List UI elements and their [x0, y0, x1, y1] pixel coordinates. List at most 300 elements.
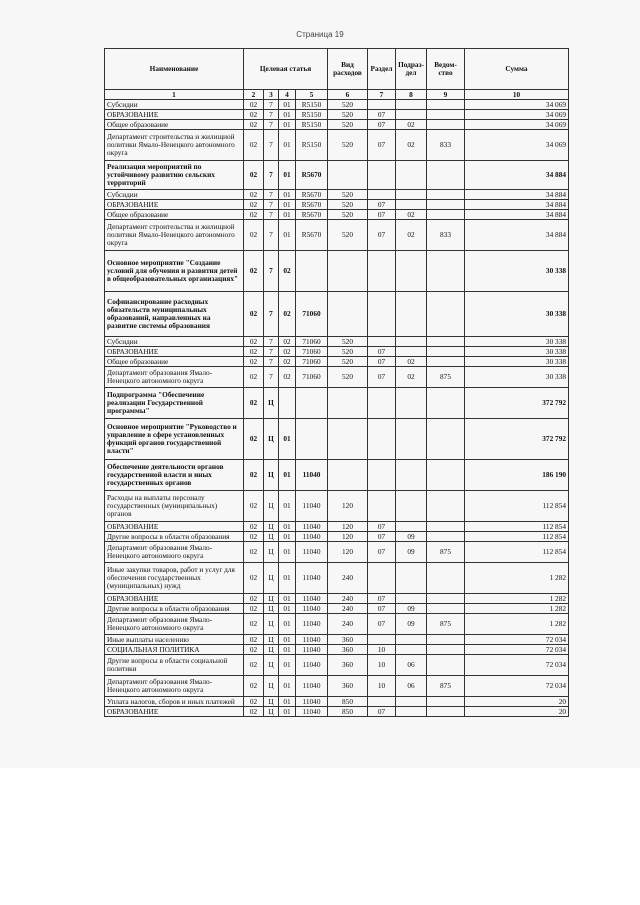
target-subprogram-code: Ц — [264, 594, 279, 604]
row-name: Реализация мероприятий по устойчивому развитию сельских территорий — [105, 161, 244, 190]
subsection-code — [396, 100, 427, 110]
row-name: Расходы на выплаты персоналу государственных (муниципальных) органов — [105, 491, 244, 522]
row-name: ОБРАЗОВАНИЕ — [105, 200, 244, 210]
target-program-code: 02 — [244, 161, 264, 190]
target-subprogram-code: Ц — [264, 532, 279, 542]
target-activity-code: 01 — [279, 635, 296, 645]
subsection-code: 02 — [396, 120, 427, 130]
expense-type-code: 240 — [328, 594, 368, 604]
target-direction-code: R5670 — [296, 161, 328, 190]
section-code: 07 — [368, 110, 396, 120]
target-subprogram-code: Ц — [264, 563, 279, 594]
department-code — [427, 120, 465, 130]
expense-type-code — [328, 161, 368, 190]
department-code — [427, 522, 465, 532]
row-name: Общее образование — [105, 357, 244, 367]
target-program-code: 02 — [244, 388, 264, 419]
sum-value: 30 338 — [465, 367, 569, 388]
table-row — [105, 522, 569, 532]
section-code: 07 — [368, 200, 396, 210]
row-name: Основное мероприятие "Создание условий для обучения и развития детей в общеобразовательных организациях" — [105, 251, 244, 292]
sum-value: 72 034 — [465, 645, 569, 655]
sum-value: 34 884 — [465, 200, 569, 210]
column-number: 10 — [465, 90, 569, 100]
target-activity-code: 02 — [279, 357, 296, 367]
column-number: 3 — [264, 90, 279, 100]
row-name: Департамент строительства и жилищной политики Ямало-Ненецкого автономного округа — [105, 220, 244, 251]
expense-type-code: 520 — [328, 100, 368, 110]
target-subprogram-code: Ц — [264, 655, 279, 676]
row-name: Департамент образования Ямало-Ненецкого автономного округа — [105, 676, 244, 697]
subsection-code — [396, 161, 427, 190]
row-name: Обеспечение деятельности органов государственной власти и иных государственных органов — [105, 460, 244, 491]
target-direction-code: 11040 — [296, 460, 328, 491]
target-activity-code: 01 — [279, 655, 296, 676]
subsection-code — [396, 110, 427, 120]
row-name: Департамент образования Ямало-Ненецкого автономного округа — [105, 542, 244, 563]
target-program-code: 02 — [244, 419, 264, 460]
table-row — [105, 161, 569, 190]
target-program-code: 02 — [244, 614, 264, 635]
subsection-code: 09 — [396, 604, 427, 614]
target-direction-code: 11040 — [296, 604, 328, 614]
table-row — [105, 542, 569, 563]
column-number-row — [105, 90, 569, 100]
section-code: 07 — [368, 532, 396, 542]
department-code — [427, 645, 465, 655]
sum-value: 30 338 — [465, 251, 569, 292]
target-activity-code: 01 — [279, 190, 296, 200]
subsection-code — [396, 337, 427, 347]
table-row — [105, 292, 569, 337]
target-program-code: 02 — [244, 210, 264, 220]
row-name: ОБРАЗОВАНИЕ — [105, 707, 244, 717]
expense-type-code: 520 — [328, 210, 368, 220]
row-name: ОБРАЗОВАНИЕ — [105, 110, 244, 120]
expense-type-code: 360 — [328, 655, 368, 676]
section-code — [368, 697, 396, 707]
row-name: Софинансирование расходных обязательств муниципальных образований, направленных на развитие системы образования — [105, 292, 244, 337]
section-code: 07 — [368, 604, 396, 614]
row-name: Другие вопросы в области образования — [105, 532, 244, 542]
target-subprogram-code: Ц — [264, 419, 279, 460]
expense-type-code: 520 — [328, 110, 368, 120]
section-code: 10 — [368, 645, 396, 655]
sum-value: 30 338 — [465, 347, 569, 357]
sum-value: 34 069 — [465, 120, 569, 130]
row-name: Иные выплаты населению — [105, 635, 244, 645]
sum-value: 34 069 — [465, 100, 569, 110]
table-row — [105, 337, 569, 347]
target-activity-code: 01 — [279, 532, 296, 542]
row-name: Общее образование — [105, 210, 244, 220]
department-code — [427, 200, 465, 210]
subsection-code — [396, 190, 427, 200]
header-section: Раздел — [368, 49, 396, 90]
target-program-code: 02 — [244, 460, 264, 491]
sum-value: 34 069 — [465, 110, 569, 120]
target-activity-code: 01 — [279, 697, 296, 707]
subsection-code — [396, 635, 427, 645]
section-code — [368, 100, 396, 110]
target-activity-code: 02 — [279, 347, 296, 357]
sum-value: 1 282 — [465, 604, 569, 614]
target-subprogram-code: 7 — [264, 292, 279, 337]
target-direction-code: 11040 — [296, 522, 328, 532]
department-code — [427, 337, 465, 347]
expense-type-code: 520 — [328, 337, 368, 347]
target-activity-code: 02 — [279, 337, 296, 347]
department-code — [427, 697, 465, 707]
header-expense-type: Вид расходов — [328, 49, 368, 90]
subsection-code — [396, 491, 427, 522]
target-program-code: 02 — [244, 697, 264, 707]
department-code — [427, 110, 465, 120]
target-subprogram-code: Ц — [264, 635, 279, 645]
department-code: 875 — [427, 676, 465, 697]
expense-type-code: 520 — [328, 357, 368, 367]
expense-type-code: 120 — [328, 522, 368, 532]
table-row — [105, 357, 569, 367]
expense-type-code: 520 — [328, 120, 368, 130]
row-name: Субсидии — [105, 100, 244, 110]
subsection-code — [396, 563, 427, 594]
row-name: Субсидии — [105, 190, 244, 200]
sum-value: 34 069 — [465, 130, 569, 161]
expense-type-code — [328, 419, 368, 460]
table-row — [105, 460, 569, 491]
sum-value: 112 854 — [465, 491, 569, 522]
department-code: 875 — [427, 614, 465, 635]
sum-value: 34 884 — [465, 190, 569, 200]
section-code — [368, 460, 396, 491]
target-program-code: 02 — [244, 635, 264, 645]
target-direction-code: 11040 — [296, 563, 328, 594]
section-code — [368, 491, 396, 522]
section-code: 07 — [368, 522, 396, 532]
table-row — [105, 100, 569, 110]
table-row — [105, 200, 569, 210]
department-code — [427, 388, 465, 419]
table-row — [105, 190, 569, 200]
table-row — [105, 419, 569, 460]
target-subprogram-code: Ц — [264, 460, 279, 491]
subsection-code: 06 — [396, 676, 427, 697]
target-direction-code: 11040 — [296, 676, 328, 697]
target-program-code: 02 — [244, 337, 264, 347]
target-activity-code: 01 — [279, 110, 296, 120]
expense-type-code: 240 — [328, 614, 368, 635]
target-direction-code: 11040 — [296, 542, 328, 563]
target-subprogram-code: Ц — [264, 388, 279, 419]
table-row — [105, 130, 569, 161]
table-row — [105, 388, 569, 419]
target-program-code: 02 — [244, 220, 264, 251]
expense-type-code — [328, 460, 368, 491]
subsection-code: 02 — [396, 210, 427, 220]
target-direction-code: 11040 — [296, 614, 328, 635]
section-code: 07 — [368, 614, 396, 635]
department-code — [427, 251, 465, 292]
target-program-code: 02 — [244, 292, 264, 337]
table-row — [105, 367, 569, 388]
target-program-code: 02 — [244, 367, 264, 388]
section-code: 07 — [368, 594, 396, 604]
target-subprogram-code: 7 — [264, 357, 279, 367]
row-name: Иные закупки товаров, работ и услуг для обеспечения государственных (муниципальных) нужд — [105, 563, 244, 594]
target-activity-code: 02 — [279, 367, 296, 388]
target-program-code: 02 — [244, 251, 264, 292]
row-name: ОБРАЗОВАНИЕ — [105, 347, 244, 357]
page-number: Страница 19 — [296, 30, 344, 39]
target-subprogram-code: Ц — [264, 522, 279, 532]
section-code: 10 — [368, 655, 396, 676]
target-subprogram-code: Ц — [264, 676, 279, 697]
target-direction-code: 71060 — [296, 347, 328, 357]
target-activity-code: 01 — [279, 645, 296, 655]
row-name: Подпрограмма "Обеспечение реализации Государственной программы" — [105, 388, 244, 419]
target-program-code: 02 — [244, 655, 264, 676]
subsection-code — [396, 251, 427, 292]
table-row — [105, 697, 569, 707]
target-activity-code: 01 — [279, 542, 296, 563]
header-sum: Сумма — [465, 49, 569, 90]
target-program-code: 02 — [244, 347, 264, 357]
section-code — [368, 635, 396, 645]
row-name: Уплата налогов, сборов и иных платежей — [105, 697, 244, 707]
target-activity-code: 01 — [279, 120, 296, 130]
target-direction-code: R5150 — [296, 110, 328, 120]
target-direction-code: 11040 — [296, 594, 328, 604]
target-subprogram-code: Ц — [264, 697, 279, 707]
table-row — [105, 635, 569, 645]
row-name: Другие вопросы в области социальной политики — [105, 655, 244, 676]
column-number: 4 — [279, 90, 296, 100]
table-row — [105, 655, 569, 676]
department-code — [427, 210, 465, 220]
target-program-code: 02 — [244, 604, 264, 614]
row-name: ОБРАЗОВАНИЕ — [105, 594, 244, 604]
table-row — [105, 251, 569, 292]
target-direction-code: R5150 — [296, 130, 328, 161]
target-subprogram-code: 7 — [264, 210, 279, 220]
target-program-code: 02 — [244, 120, 264, 130]
subsection-code: 09 — [396, 614, 427, 635]
table-row — [105, 707, 569, 717]
expense-type-code: 520 — [328, 200, 368, 210]
header-subsection: Подраз-дел — [396, 49, 427, 90]
target-activity-code: 02 — [279, 251, 296, 292]
department-code — [427, 604, 465, 614]
target-subprogram-code: 7 — [264, 120, 279, 130]
target-direction-code — [296, 251, 328, 292]
sum-value: 1 282 — [465, 594, 569, 604]
sum-value: 34 884 — [465, 220, 569, 251]
target-subprogram-code: Ц — [264, 645, 279, 655]
target-activity-code: 01 — [279, 676, 296, 697]
target-subprogram-code: 7 — [264, 190, 279, 200]
target-direction-code: 71060 — [296, 357, 328, 367]
target-program-code: 02 — [244, 542, 264, 563]
target-activity-code: 01 — [279, 614, 296, 635]
subsection-code: 09 — [396, 542, 427, 563]
target-subprogram-code: 7 — [264, 251, 279, 292]
target-activity-code: 01 — [279, 522, 296, 532]
expense-type-code: 360 — [328, 676, 368, 697]
column-number: 6 — [328, 90, 368, 100]
subsection-code — [396, 594, 427, 604]
target-program-code: 02 — [244, 522, 264, 532]
target-direction-code: 71060 — [296, 292, 328, 337]
expense-type-code — [328, 292, 368, 337]
target-subprogram-code: 7 — [264, 110, 279, 120]
column-number: 5 — [296, 90, 328, 100]
target-activity-code: 01 — [279, 220, 296, 251]
target-program-code: 02 — [244, 190, 264, 200]
target-subprogram-code: 7 — [264, 220, 279, 251]
row-name: Другие вопросы в области образования — [105, 604, 244, 614]
table-row — [105, 491, 569, 522]
row-name: Департамент образования Ямало-Ненецкого автономного округа — [105, 367, 244, 388]
expense-type-code — [328, 388, 368, 419]
section-code: 07 — [368, 367, 396, 388]
sum-value: 112 854 — [465, 542, 569, 563]
section-code — [368, 388, 396, 419]
expense-type-code: 520 — [328, 347, 368, 357]
target-direction-code: R5670 — [296, 220, 328, 251]
section-code — [368, 419, 396, 460]
sum-value: 20 — [465, 697, 569, 707]
section-code: 07 — [368, 347, 396, 357]
section-code: 07 — [368, 210, 396, 220]
sum-value: 372 792 — [465, 419, 569, 460]
target-direction-code: 11040 — [296, 532, 328, 542]
target-subprogram-code: Ц — [264, 542, 279, 563]
department-code: 833 — [427, 130, 465, 161]
subsection-code: 02 — [396, 367, 427, 388]
sum-value: 112 854 — [465, 522, 569, 532]
row-name: Основное мероприятие "Руководство и управление в сфере установленных функций органов государственной власти" — [105, 419, 244, 460]
sum-value: 34 884 — [465, 210, 569, 220]
expense-type-code: 520 — [328, 190, 368, 200]
table-header-row — [105, 49, 569, 90]
subsection-code: 02 — [396, 130, 427, 161]
department-code — [427, 532, 465, 542]
sum-value: 30 338 — [465, 292, 569, 337]
department-code: 875 — [427, 542, 465, 563]
section-code: 07 — [368, 542, 396, 563]
target-subprogram-code: 7 — [264, 161, 279, 190]
target-direction-code: 11040 — [296, 491, 328, 522]
target-program-code: 02 — [244, 110, 264, 120]
subsection-code — [396, 388, 427, 419]
column-number: 8 — [396, 90, 427, 100]
row-name: ОБРАЗОВАНИЕ — [105, 522, 244, 532]
section-code — [368, 251, 396, 292]
target-activity-code: 01 — [279, 200, 296, 210]
target-direction-code: R5670 — [296, 190, 328, 200]
target-activity-code: 01 — [279, 210, 296, 220]
target-activity-code: 01 — [279, 707, 296, 717]
section-code — [368, 161, 396, 190]
section-code: 07 — [368, 120, 396, 130]
table-row — [105, 210, 569, 220]
sum-value: 30 338 — [465, 337, 569, 347]
sum-value: 112 854 — [465, 532, 569, 542]
department-code: 875 — [427, 367, 465, 388]
department-code: 833 — [427, 220, 465, 251]
target-direction-code: 11040 — [296, 645, 328, 655]
target-activity-code: 01 — [279, 604, 296, 614]
sum-value: 72 034 — [465, 676, 569, 697]
header-target-article: Целевая статья — [244, 49, 328, 90]
department-code — [427, 635, 465, 645]
sum-value: 72 034 — [465, 655, 569, 676]
section-code: 07 — [368, 220, 396, 251]
target-program-code: 02 — [244, 130, 264, 161]
subsection-code: 02 — [396, 357, 427, 367]
row-name: Субсидии — [105, 337, 244, 347]
expense-type-code: 520 — [328, 367, 368, 388]
target-activity-code: 01 — [279, 419, 296, 460]
department-code — [427, 655, 465, 676]
target-subprogram-code: 7 — [264, 367, 279, 388]
target-program-code: 02 — [244, 200, 264, 210]
subsection-code — [396, 347, 427, 357]
table-row — [105, 645, 569, 655]
sum-value: 20 — [465, 707, 569, 717]
target-direction-code: R5150 — [296, 120, 328, 130]
table-row — [105, 563, 569, 594]
department-code — [427, 292, 465, 337]
budget-table — [104, 48, 569, 717]
table-row — [105, 676, 569, 697]
target-direction-code: 71060 — [296, 367, 328, 388]
header-name: Наименование — [105, 49, 244, 90]
target-program-code: 02 — [244, 532, 264, 542]
section-code — [368, 337, 396, 347]
section-code — [368, 563, 396, 594]
target-program-code: 02 — [244, 563, 264, 594]
department-code — [427, 594, 465, 604]
target-program-code: 02 — [244, 100, 264, 110]
target-direction-code: 11040 — [296, 697, 328, 707]
expense-type-code: 360 — [328, 635, 368, 645]
row-name: Департамент строительства и жилищной политики Ямало-Ненецкого автономного округа — [105, 130, 244, 161]
target-program-code: 02 — [244, 594, 264, 604]
target-activity-code: 01 — [279, 130, 296, 161]
table-row — [105, 110, 569, 120]
target-direction-code: 11040 — [296, 707, 328, 717]
table-row — [105, 604, 569, 614]
sum-value: 34 884 — [465, 161, 569, 190]
subsection-code — [396, 522, 427, 532]
sum-value: 30 338 — [465, 357, 569, 367]
department-code — [427, 460, 465, 491]
target-program-code: 02 — [244, 491, 264, 522]
table-row — [105, 532, 569, 542]
department-code — [427, 161, 465, 190]
expense-type-code — [328, 251, 368, 292]
target-direction-code — [296, 419, 328, 460]
subsection-code — [396, 460, 427, 491]
section-code — [368, 292, 396, 337]
department-code — [427, 347, 465, 357]
column-number: 1 — [105, 90, 244, 100]
target-direction-code: R5670 — [296, 210, 328, 220]
expense-type-code: 120 — [328, 532, 368, 542]
target-program-code: 02 — [244, 707, 264, 717]
